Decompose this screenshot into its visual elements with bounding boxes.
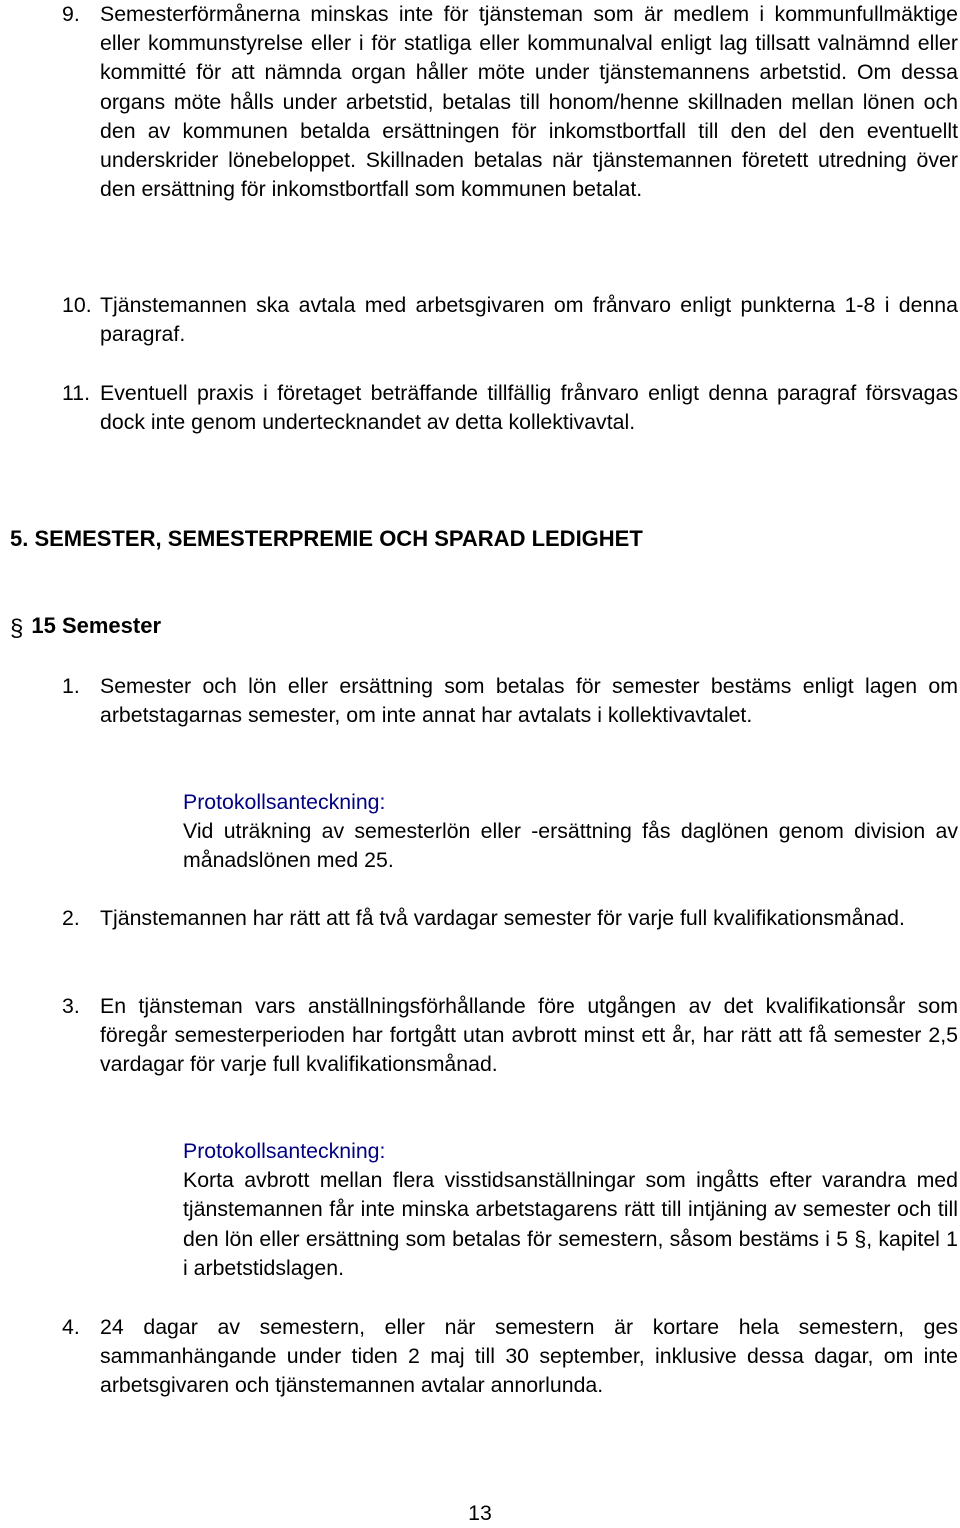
item-number: 11. (62, 381, 91, 405)
note-title: Protokollsanteckning: (183, 1139, 386, 1163)
list-item-9 (62, 0, 958, 204)
semester-item-2 (62, 904, 958, 933)
item-text: Eventuell praxis i företaget beträffande tillfällig frånvaro enligt denna paragraf försvagas dock inte genom undertecknandet av detta kollektivavtal. (100, 381, 958, 435)
item-text: Tjänstemannen ska avtala med arbetsgivaren om frånvaro enligt punkterna 1-8 i denna paragraf. (100, 293, 958, 347)
item-number: 2. (62, 906, 80, 930)
item-number: 4. (62, 1315, 80, 1339)
section-heading: 5. SEMESTER, SEMESTERPREMIE OCH SPARAD LEDIGHET (10, 526, 643, 551)
note-text: Vid uträkning av semesterlön eller -ersättning fås daglönen genom division av månadslönen med 25. (183, 819, 958, 873)
item-text: 24 dagar av semestern, eller när semestern är kortare hela semestern, ges sammanhängande under tiden 2 maj till 30 september, inklusive dessa dagar, om inte arbetsgivaren och tjänstemannen avtalar annorlunda. (100, 1315, 958, 1398)
note-text: Korta avbrott mellan flera visstidsanställningar som ingåtts efter varandra med tjänstemannen får inte minska arbetstagarens rätt till intjäning av semester och till den lön eller ersättning som betalas för semestern, såsom bestäms i 5 §, kapitel 1 i arbetstidslagen. (183, 1168, 958, 1280)
item-text: En tjänsteman vars anställningsförhållande före utgången av det kvalifikationsår som föregår semesterperioden har fortgått utan avbrott minst ett år, har rätt att få semester 2,5 vardagar för varje full kvalifikationsmånad. (100, 994, 958, 1077)
semester-item-3 (62, 992, 958, 1080)
paragraph-sign: § (854, 1226, 867, 1251)
item-number: 3. (62, 994, 80, 1018)
list-item-11 (62, 379, 958, 437)
protocol-note-2 (183, 1137, 958, 1283)
semester-item-4 (62, 1313, 958, 1401)
item-number: 10. (62, 293, 92, 317)
item-number: 9. (62, 2, 80, 26)
subsection-title: 15 Semester (31, 613, 162, 638)
list-item-10 (62, 291, 958, 349)
subsection-heading (10, 611, 161, 640)
paragraph-sign: § (10, 615, 24, 642)
semester-item-1 (62, 672, 958, 730)
page-number: 13 (468, 1501, 492, 1525)
item-number: 1. (62, 674, 80, 698)
item-text: Tjänstemannen har rätt att få två vardagar semester för varje full kvalifikationsmånad. (100, 906, 905, 930)
protocol-note-1 (183, 788, 958, 876)
item-text: Semesterförmånerna minskas inte för tjänsteman som är medlem i kommunfullmäktige eller kommunstyrelse eller i för statliga eller kommunalval enligt lag tillsatt valnämnd eller kommitté för att nämnda organ håller möte under tjänstemannens arbetstid. Om dessa organs möte hålls under arbetstid, betalas till honom/henne skillnaden mellan lönen och den av kommunen betalda ersättningen för inkomstbortfall till den del den eventuellt underskrider lönebeloppet. Skillnaden betalas när tjänstemannen företett utredning över den ersättning för inkomstbortfall som kommunen betalat. (100, 2, 958, 202)
note-title: Protokollsanteckning: (183, 790, 386, 814)
item-text: Semester och lön eller ersättning som betalas för semester bestäms enligt lagen om arbetstagarnas semester, om inte annat har avtalats i kollektivavtalet. (100, 674, 958, 728)
